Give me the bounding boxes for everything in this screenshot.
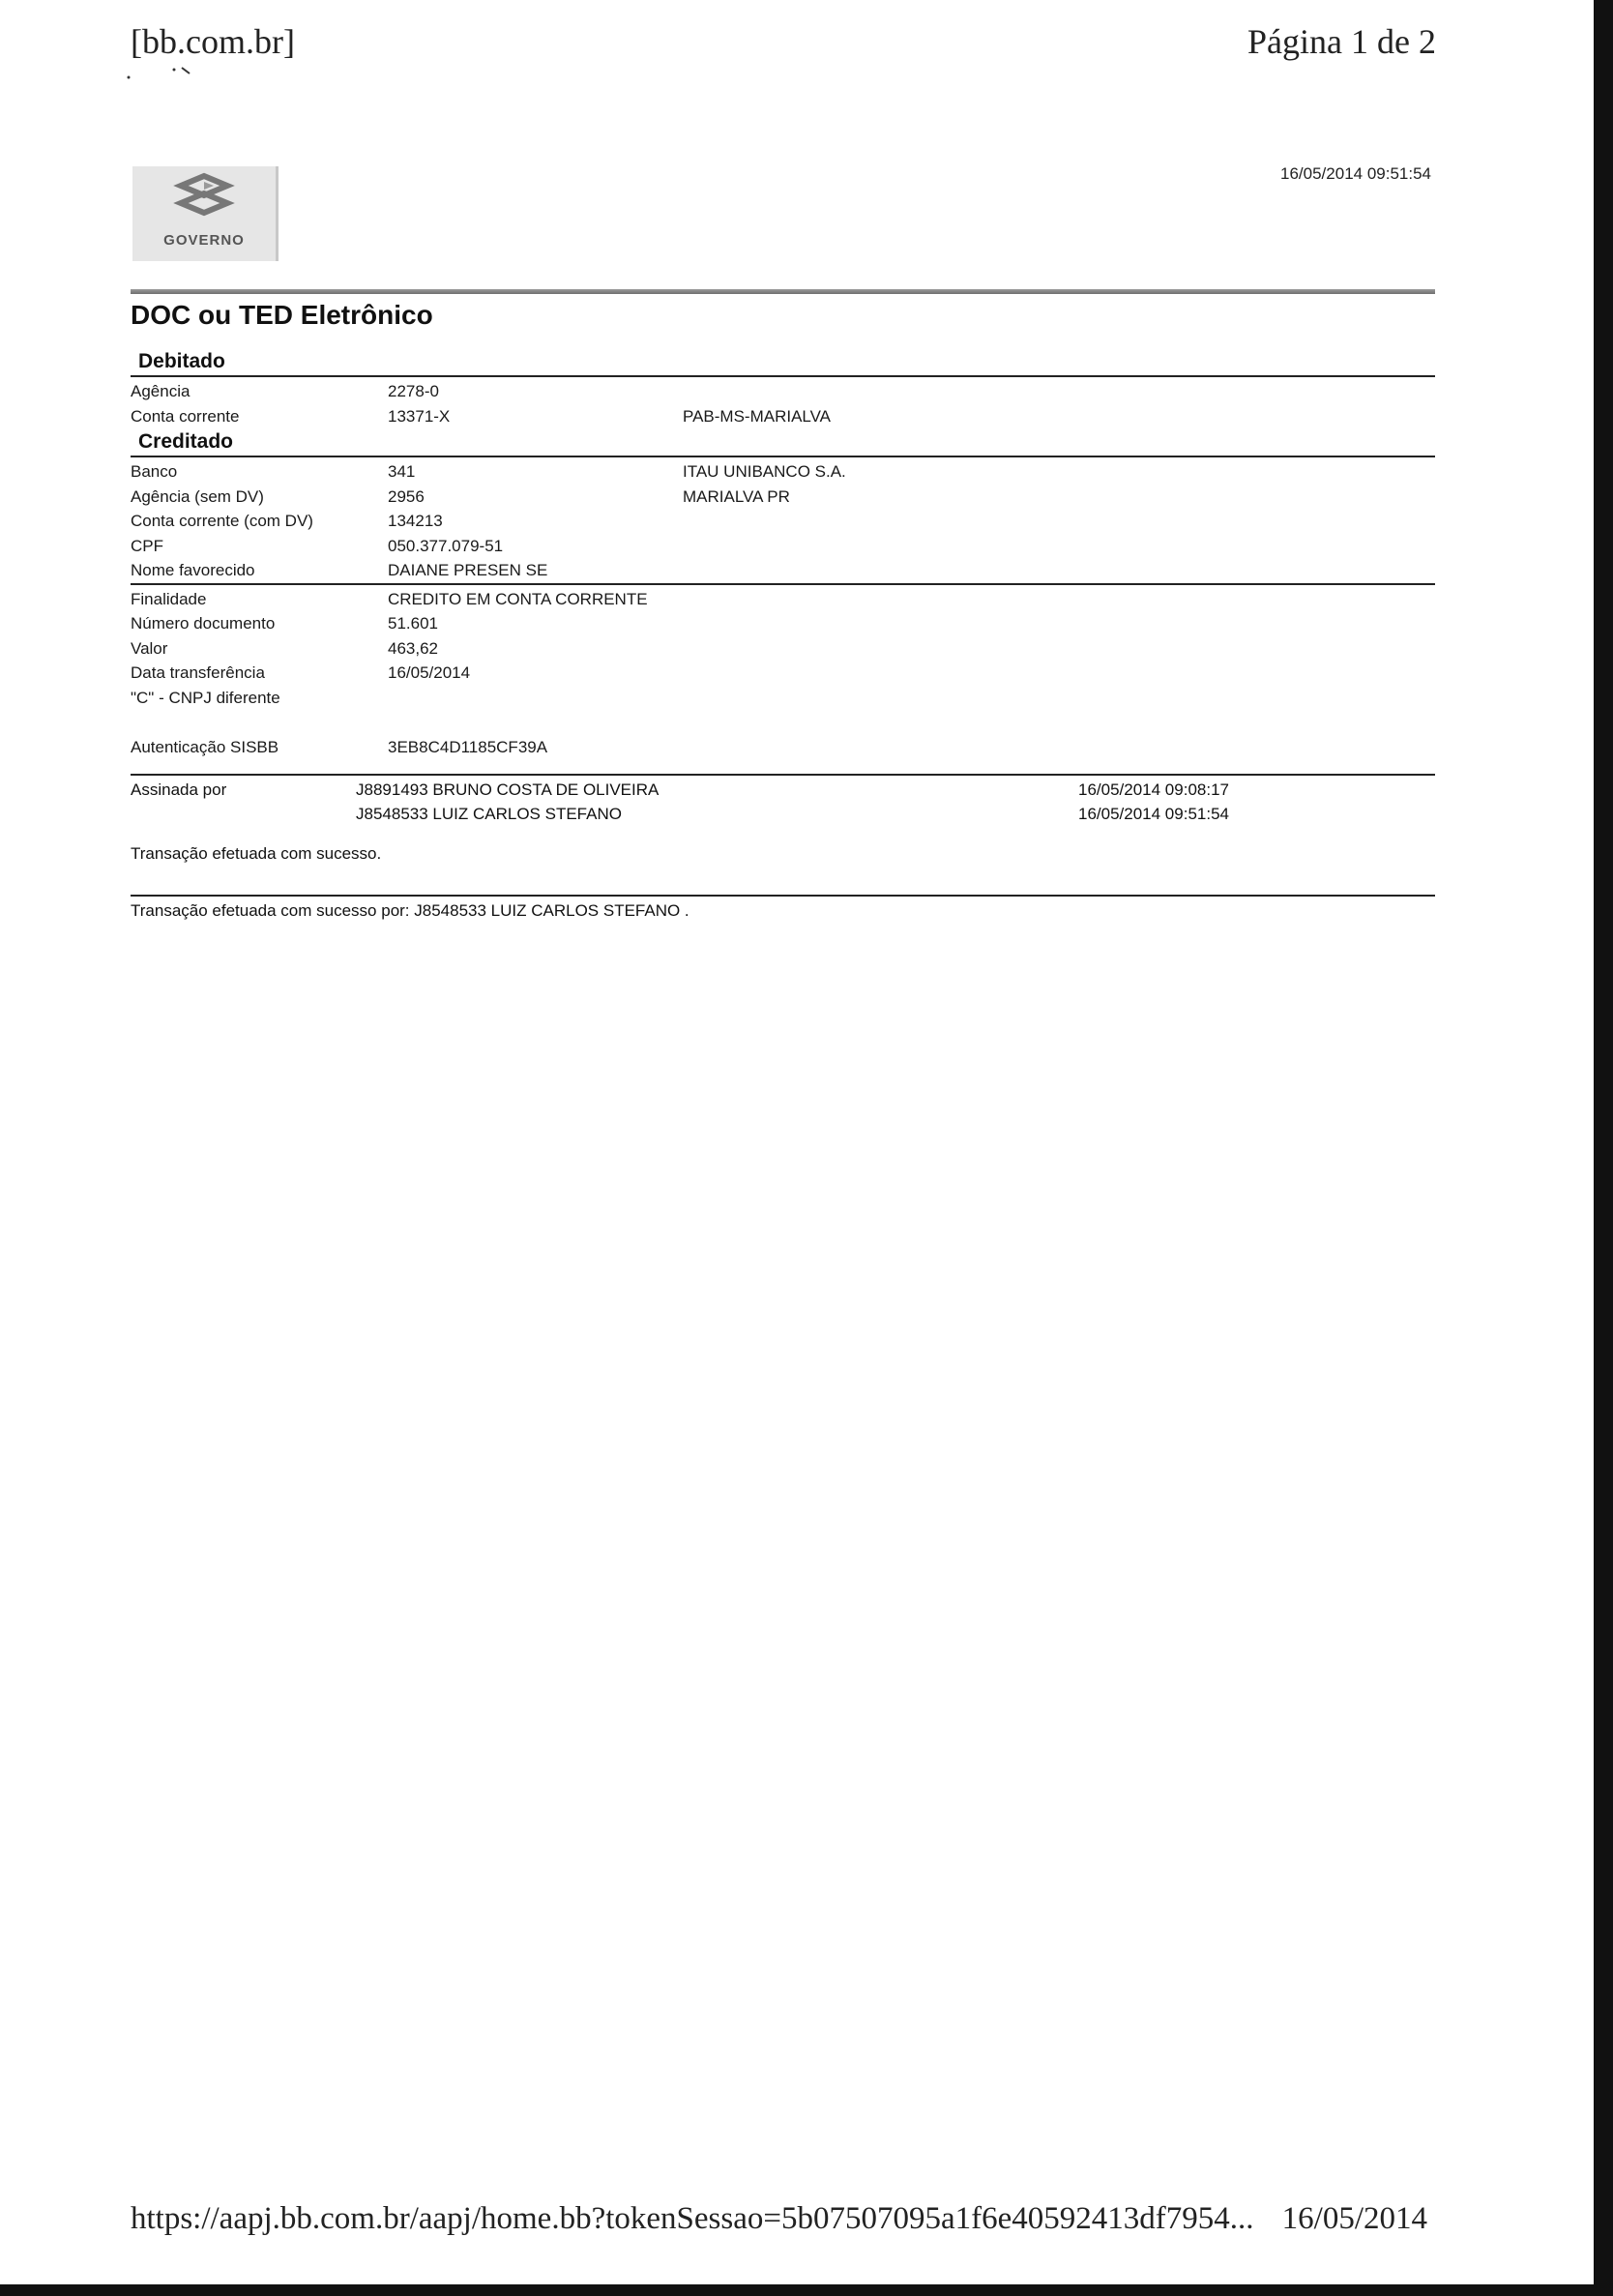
field-row <box>131 459 1435 485</box>
field-row <box>131 509 1435 534</box>
spacer <box>131 710 1435 735</box>
field-label: Conta corrente <box>131 406 240 426</box>
auth-value: 3EB8C4D1185CF39A <box>388 738 548 756</box>
signature-row <box>131 778 1435 802</box>
field-label: Finalidade <box>131 589 207 608</box>
signed-at: 16/05/2014 09:51:54 <box>1078 804 1229 823</box>
field-value: 341 <box>388 462 416 481</box>
logo-text: GOVERNO <box>163 232 245 249</box>
divider <box>131 456 1435 457</box>
header-site: [bb.com.br] <box>131 22 295 61</box>
field-label: Valor <box>131 638 168 658</box>
field-label: "C" - CNPJ diferente <box>131 688 280 707</box>
signer-name: J8548533 LUIZ CARLOS STEFANO <box>356 804 622 823</box>
field-row <box>131 534 1435 559</box>
field-row <box>131 611 1435 636</box>
divider <box>131 774 1435 776</box>
field-value: 51.601 <box>388 614 438 633</box>
detail-rows <box>131 587 1435 760</box>
auth-row <box>131 735 1435 760</box>
field-extra: ITAU UNIBANCO S.A. <box>683 462 846 481</box>
bb-logo-icon <box>171 172 237 226</box>
field-row <box>131 404 1435 429</box>
field-value: 050.377.079-51 <box>388 536 504 555</box>
field-label: Data transferência <box>131 663 265 682</box>
divider <box>131 895 1435 897</box>
spacer <box>131 866 1435 895</box>
field-row <box>131 587 1435 612</box>
header-rule <box>131 289 1435 294</box>
scan-specks <box>126 64 203 83</box>
field-row <box>131 686 1435 711</box>
signatures <box>131 778 1435 826</box>
document-body <box>131 348 1435 923</box>
field-label: Banco <box>131 462 178 481</box>
signature-row <box>131 802 1435 826</box>
field-row <box>131 661 1435 686</box>
field-value: DAIANE PRESEN SE <box>388 561 548 579</box>
page-title: DOC ou TED Eletrônico <box>131 300 433 330</box>
signer-name: J8891493 BRUNO COSTA DE OLIVEIRA <box>356 780 660 799</box>
divider <box>131 583 1435 585</box>
field-row <box>131 558 1435 583</box>
field-value: 13371-X <box>388 406 451 426</box>
field-label: Conta corrente (com DV) <box>131 512 313 530</box>
field-label: Número documento <box>131 614 276 633</box>
spacer <box>131 826 1435 841</box>
signed-at: 16/05/2014 09:08:17 <box>1078 780 1229 799</box>
footer-date: 16/05/2014 <box>1281 2201 1427 2236</box>
print-timestamp: 16/05/2014 09:51:54 <box>1280 164 1431 183</box>
field-label: Agência (sem DV) <box>131 486 264 506</box>
field-label: Agência <box>131 382 191 400</box>
section-creditado-heading: Creditado <box>138 430 234 453</box>
field-row <box>131 379 1435 404</box>
field-row <box>131 636 1435 662</box>
bank-logo <box>132 166 279 261</box>
field-value: 16/05/2014 <box>388 663 471 682</box>
header-page-number: Página 1 de 2 <box>1247 22 1436 61</box>
footer-url: https://aapj.bb.com.br/aapj/home.bb?tokenSessao=5b07507095a1f6e40592413df7954... <box>131 2201 1254 2236</box>
field-label: CPF <box>131 536 163 555</box>
field-extra: PAB-MS-MARIALVA <box>683 406 832 426</box>
field-row <box>131 485 1435 510</box>
field-value: 2956 <box>388 486 425 506</box>
signatures-label: Assinada por <box>131 780 227 799</box>
spacer <box>131 760 1435 774</box>
debitado-rows <box>131 379 1435 428</box>
divider <box>131 375 1435 377</box>
field-value: 2278-0 <box>388 382 439 400</box>
field-value: 134213 <box>388 512 443 530</box>
field-extra: MARIALVA PR <box>683 486 790 506</box>
creditado-rows <box>131 459 1435 583</box>
auth-label: Autenticação SISBB <box>131 738 279 756</box>
section-debitado-heading: Debitado <box>138 350 225 372</box>
status-by-message: Transação efetuada com sucesso por: J8548533 LUIZ CARLOS STEFANO . <box>131 900 689 920</box>
field-label: Nome favorecido <box>131 561 255 579</box>
field-value: CREDITO EM CONTA CORRENTE <box>388 589 648 608</box>
status-message: Transação efetuada com sucesso. <box>131 843 382 863</box>
field-value: 463,62 <box>388 638 438 658</box>
